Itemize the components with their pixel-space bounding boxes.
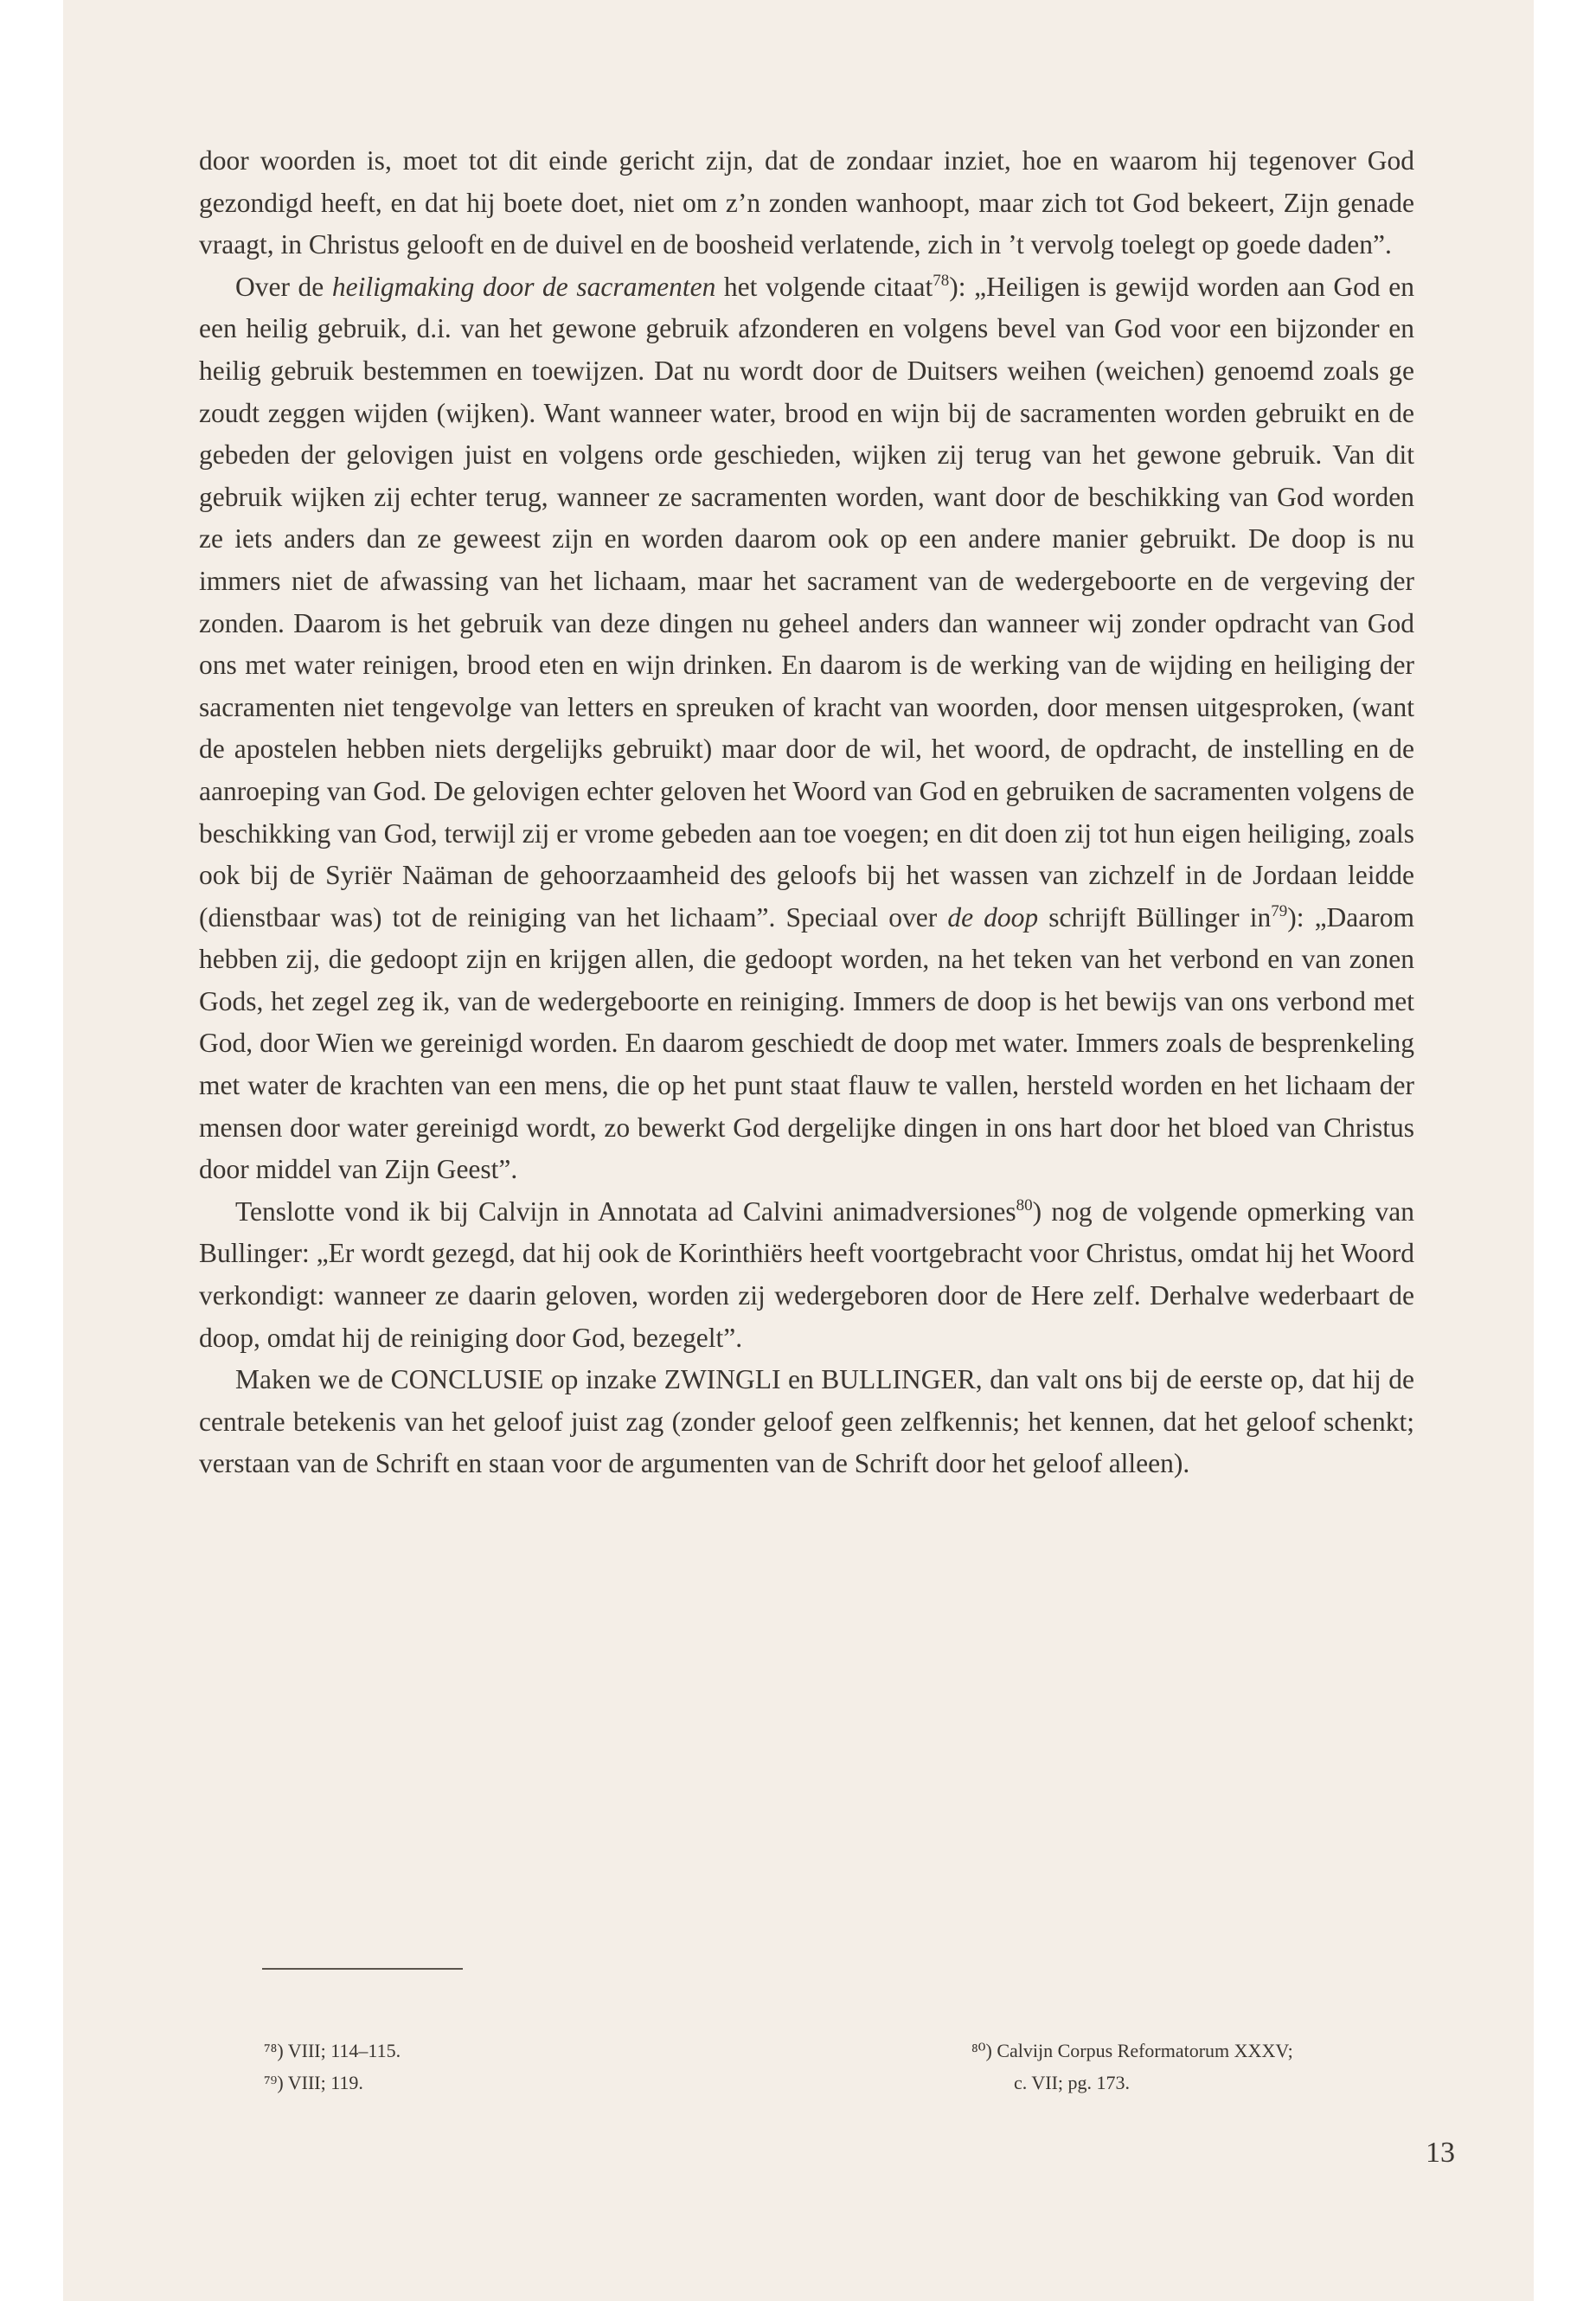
footnote-ref-78: 78 [933,271,950,290]
paragraph-2-lead: Over de [235,271,332,302]
footnote-ref-79: 79 [1271,901,1288,920]
page-sheet [63,0,1534,2301]
paragraph-3-text: ) nog de volgende opmerking van Bullinger: „Er wordt gezegd, dat hij ook de Korinthiërs heeft voortgebracht voor Christus, omdat hij het Woord verkondigt: wanneer ze daarin geloven, worden zij wedergeboren door de Here zelf. Derhalve wederbaart de doop, omdat hij de reiniging door God, bezegelt”. [199,1195,1414,1353]
footnotes-right [971,2035,1293,2099]
paragraph-2-text-2: schrijft Büllinger in [1038,901,1272,933]
footnote-78: ⁷⁸) VIII; 114–115. [264,2040,401,2061]
footnote-ref-80: 80 [1016,1195,1033,1215]
paragraph-4: Maken we de CONCLUSIE op inzake ZWINGLI en BULLINGER, dan valt ons bij de eerste op, dat hij de centrale betekenis van het geloof juist zag (zonder geloof geen zelfkennis; het kennen, dat het geloof schenkt; verstaan van de Schrift en staan voor de argumenten van de Schrift door het geloof alleen). [199,1364,1414,1479]
footnotes-left [264,2035,401,2099]
paragraph-2-text: het volgende citaat [715,271,933,302]
paragraph-2-italic-term: heiligmaking door de sacramenten [331,271,716,302]
page-number: 13 [1426,2137,1455,2169]
paragraph-3 [199,1191,1414,1359]
footnote-79: ⁷⁹) VIII; 119. [264,2072,363,2093]
footnote-80: ⁸⁰) Calvijn Corpus Reformatorum XXXV; [971,2040,1293,2061]
paragraph-2-italic-doop: de doop [947,901,1039,933]
footnote-80-continued: c. VII; pg. 173. [1014,2072,1131,2093]
paragraph-2-quote: ): „Heiligen is gewijd worden aan God en een heilig gebruik, d.i. van het gewone gebruik afzonderen en volgens bevel van God voor een bijzonder en heilig gebruik bestemmen en toewijzen. Dat nu wordt door de Duitsers weihen (weichen) genoemd zoals ge zoudt zeggen wijden (wijken). Want wanneer water, brood en wijn bij de sacramenten worden gebruikt en de gebeden der gelovigen juist en volgens orde geschieden, wijken zij terug van het gewone gebruik. Van dit gebruik wijken zij echter terug, wanneer ze sacramenten worden, want door de beschikking van God worden ze iets anders dan ze geweest zijn en worden daarom ook op een andere manier gebruikt. De doop is nu immers niet de afwassing van het lichaam, maar het sacrament van de wedergeboorte en de vergeving der zonden. Daarom is het gebruik van deze dingen nu geheel anders dan wanneer wij zonder opdracht van God ons met water reinigen, brood eten en wijn drinken. En daarom is de werking van de wijding en heiliging der sacramenten niet tengevolge van letters en spreuken of kracht van woorden, door mensen uitgesproken, (want de apostelen hebben niets dergelijks gebruikt) maar door de wil, het woord, de opdracht, de instelling en de aanroeping van God. De gelovigen echter geloven het Woord van God en gebruiken de sacramenten volgens de beschikking van God, terwijl zij er vrome gebeden aan toe voegen; en dit doen zij tot hun eigen heiliging, zoals ook bij de Syriër Naäman de gehoorzaamheid des geloofs bij het wassen van zichzelf in de Jordaan leidde (dienstbaar was) tot de reiniging van het lichaam”. Speciaal over [199,271,1415,933]
paragraph-3-lead: Tenslotte vond ik bij Calvijn in Annotata ad Calvini animadversiones [235,1195,1016,1227]
body-text [199,140,1414,1485]
paragraph-1: door woorden is, moet tot dit einde gericht zijn, dat de zondaar inziet, hoe en waarom hij tegenover God gezondigd heeft, en dat hij boete doet, niet om z’n zonden wanhoopt, maar zich tot God bekeert, Zijn genade vraagt, in Christus gelooft en de duivel en de boosheid verlatende, zich in ’t vervolg toelegt op goede daden”. [199,145,1414,260]
footnote-divider [262,1968,463,1970]
paragraph-2-quote-2: ): „Daarom hebben zij, die gedoopt zijn en krijgen allen, die gedoopt worden, na het teken van het verbond en van zonen Gods, het zegel zeg ik, van de wedergeboorte en reiniging. Immers de doop is het bewijs van ons verbond met God, door Wien we gereinigd worden. En daarom geschiedt de doop met water. Immers zoals de besprenkeling met water de krachten van een mens, die op het punt staat flauw te vallen, hersteld worden en het lichaam der mensen door water gereinigd wordt, zo bewerkt God dergelijke dingen in ons hart door het bloed van Christus door middel van Zijn Geest”. [199,901,1414,1185]
paragraph-2 [199,266,1414,1191]
